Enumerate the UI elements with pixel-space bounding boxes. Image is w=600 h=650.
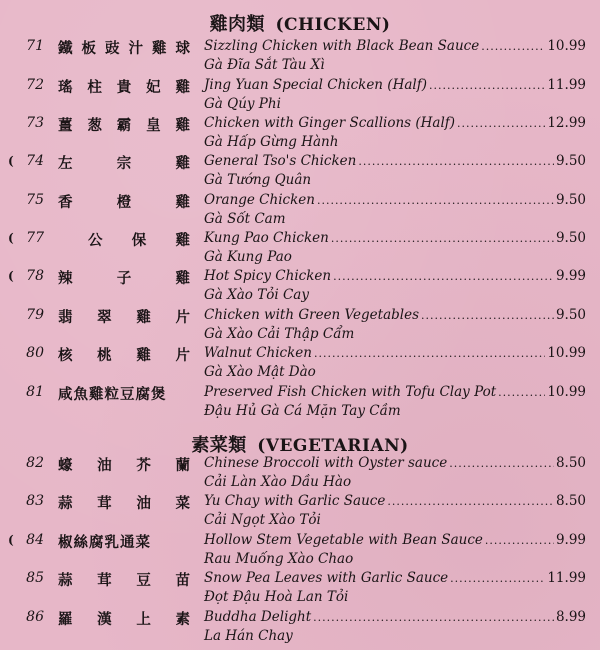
- menu-item: [0, 38, 600, 76]
- chinese-char: 雞: [175, 195, 190, 211]
- item-price: 10.99: [547, 345, 586, 361]
- menu-item: [0, 307, 600, 345]
- item-price: 9.50: [555, 307, 586, 323]
- menu-item: [0, 268, 600, 306]
- item-vietnamese-name: Rau Muống Xào Chao: [204, 551, 354, 567]
- section-title-zh: 素菜類: [191, 435, 247, 456]
- spicy-mark-icon: (: [8, 154, 14, 168]
- chinese-char: 雞: [175, 156, 190, 172]
- chinese-char: 椒絲腐乳通菜: [58, 535, 151, 551]
- chinese-char: 皇: [146, 118, 161, 134]
- item-chinese-name: [58, 37, 190, 58]
- item-number: 78: [26, 268, 44, 284]
- chinese-char: 雞: [136, 348, 151, 364]
- item-vietnamese-name: Gà Xào Mật Dào: [204, 364, 316, 380]
- menu-item: [0, 230, 600, 268]
- item-vietnamese-name: Đọt Đậu Hoà Lan Tỏi: [204, 589, 349, 605]
- item-english-name: Sizzling Chicken with Black Bean Sauce: [204, 38, 480, 54]
- section-title-zh: 雞肉類: [209, 14, 266, 35]
- chinese-char: 蒜: [58, 573, 73, 589]
- spicy-mark-icon: (: [8, 231, 14, 245]
- item-vietnamese-name: Cải Ngọt Xào Tỏi: [204, 512, 321, 528]
- item-english-line: [204, 153, 586, 169]
- item-english-line: [204, 493, 586, 509]
- item-english-name: General Tso's Chicken: [204, 153, 357, 169]
- item-vietnamese-name: Gà Sốt Cam: [204, 211, 286, 227]
- chinese-char: 辣: [58, 271, 73, 287]
- chinese-char: 霸: [116, 118, 132, 134]
- chinese-char: 苗: [175, 573, 190, 589]
- item-english-name: Buddha Delight: [204, 609, 312, 625]
- chinese-char: 雞: [152, 41, 167, 57]
- chinese-char: 漢: [97, 612, 112, 628]
- chinese-char: 左: [58, 156, 73, 172]
- chinese-char: 油: [136, 496, 151, 512]
- chinese-char: 汁: [128, 41, 143, 57]
- menu-item: [0, 532, 600, 570]
- item-chinese-name: [58, 608, 190, 629]
- section-title-en: (VEGETARIAN): [257, 436, 409, 456]
- chinese-char: 片: [175, 348, 190, 364]
- item-number: 82: [26, 455, 44, 471]
- item-vietnamese-name: Gà Tướng Quân: [204, 172, 312, 188]
- dot-leader: [429, 79, 545, 92]
- item-english-line: [204, 77, 586, 93]
- chinese-char: 雞: [175, 233, 190, 249]
- chinese-char: 鐵: [58, 41, 73, 57]
- item-price: 9.50: [555, 153, 586, 169]
- menu-item: [0, 77, 600, 115]
- chinese-char: 豉: [105, 41, 120, 57]
- item-english-name: Preserved Fish Chicken with Tofu Clay Pot: [204, 384, 497, 400]
- dot-leader: [314, 347, 545, 360]
- section-title-chicken: [0, 10, 600, 36]
- chinese-char: 橙: [116, 195, 132, 211]
- item-price: 11.99: [547, 570, 586, 586]
- dot-leader: [333, 270, 554, 283]
- item-vietnamese-name: Gà Đĩa Sắt Tàu Xì: [204, 57, 325, 73]
- item-chinese-name: [58, 531, 190, 552]
- item-chinese-name: [58, 569, 190, 590]
- chinese-char: 保: [131, 233, 147, 249]
- chinese-char: 片: [175, 310, 190, 326]
- item-number: 79: [26, 307, 44, 323]
- item-english-name: Chicken with Green Vegetables: [204, 307, 420, 323]
- item-english-line: [204, 455, 586, 471]
- item-english-line: [204, 384, 586, 400]
- menu-item: [0, 384, 600, 422]
- menu-item: [0, 345, 600, 383]
- item-vietnamese-name: Gà Qúy Phi: [204, 96, 281, 112]
- item-price: 8.99: [555, 609, 586, 625]
- item-english-line: [204, 609, 586, 625]
- dot-leader: [485, 534, 554, 547]
- item-number: 74: [26, 153, 44, 169]
- item-english-name: Walnut Chicken: [204, 345, 312, 361]
- chinese-char: 油: [97, 458, 112, 474]
- item-price: 9.99: [555, 532, 586, 548]
- menu-item: [0, 115, 600, 153]
- item-vietnamese-name: Đậu Hủ Gà Cá Mặn Tay Cầm: [204, 403, 401, 419]
- item-vietnamese-name: Gà Xào Tỏi Cay: [204, 287, 309, 303]
- item-price: 9.99: [555, 268, 586, 284]
- item-price: 10.99: [547, 38, 586, 54]
- spicy-mark-icon: (: [8, 533, 14, 547]
- chinese-char: 翡: [58, 310, 73, 326]
- menu-item: [0, 455, 600, 493]
- item-english-line: [204, 192, 586, 208]
- item-price: 9.50: [555, 192, 586, 208]
- item-vietnamese-name: Cải Làn Xào Dầu Hào: [204, 474, 352, 490]
- item-number: 71: [26, 38, 44, 54]
- dot-leader: [358, 155, 554, 168]
- item-chinese-name: [58, 152, 190, 173]
- item-number: 86: [26, 609, 44, 625]
- item-vietnamese-name: Gà Kung Pao: [204, 249, 292, 265]
- chinese-char: 柱: [87, 80, 102, 96]
- item-english-name: Jing Yuan Special Chicken (Half): [204, 77, 427, 93]
- item-price: 8.50: [555, 493, 586, 509]
- chinese-char: 蘭: [175, 458, 190, 474]
- item-vietnamese-name: La Hán Chay: [204, 628, 293, 644]
- item-number: 80: [26, 345, 44, 361]
- item-english-line: [204, 345, 586, 361]
- chinese-char: 豆: [136, 573, 151, 589]
- chinese-char: 宗: [116, 156, 132, 172]
- item-chinese-name: [58, 454, 190, 475]
- spicy-mark-icon: (: [8, 269, 14, 283]
- section-title-en: (CHICKEN): [275, 15, 391, 35]
- item-number: 85: [26, 570, 44, 586]
- item-vietnamese-name: Gà Xào Cải Thập Cẩm: [204, 326, 355, 342]
- dot-leader: [387, 495, 554, 508]
- item-number: 73: [26, 115, 44, 131]
- item-chinese-name: [88, 229, 190, 250]
- chinese-char: 妃: [146, 80, 161, 96]
- chinese-char: 雞: [136, 310, 151, 326]
- chinese-char: 翠: [97, 310, 112, 326]
- menu-item: [0, 153, 600, 191]
- item-english-name: Hot Spicy Chicken: [204, 268, 332, 284]
- menu-item: [0, 570, 600, 608]
- item-price: 11.99: [547, 77, 586, 93]
- item-english-name: Yu Chay with Garlic Sauce: [204, 493, 386, 509]
- item-english-line: [204, 115, 586, 131]
- chinese-char: 公: [88, 233, 103, 249]
- chinese-char: 羅: [58, 612, 73, 628]
- item-vietnamese-name: Gà Hấp Gừng Hành: [204, 134, 339, 150]
- item-chinese-name: [58, 76, 190, 97]
- item-number: 83: [26, 493, 44, 509]
- chinese-char: 雞: [175, 80, 190, 96]
- item-english-line: [204, 268, 586, 284]
- item-english-line: [204, 307, 586, 323]
- dot-leader: [317, 194, 554, 207]
- dot-leader: [449, 457, 554, 470]
- dot-leader: [313, 611, 554, 624]
- item-chinese-name: [58, 383, 190, 404]
- item-price: 9.50: [555, 230, 586, 246]
- chinese-char: 素: [175, 612, 190, 628]
- dot-leader: [457, 117, 545, 130]
- item-english-name: Chicken with Ginger Scallions (Half): [204, 115, 456, 131]
- chinese-char: 茸: [97, 496, 112, 512]
- item-chinese-name: [58, 114, 190, 135]
- chinese-char: 薑: [58, 118, 73, 134]
- item-english-name: Snow Pea Leaves with Garlic Sauce: [204, 570, 449, 586]
- item-price: 8.50: [555, 455, 586, 471]
- chinese-char: 貴: [116, 80, 132, 96]
- chinese-char: 子: [116, 271, 132, 287]
- item-chinese-name: [58, 492, 190, 513]
- item-chinese-name: [58, 191, 190, 212]
- item-number: 75: [26, 192, 44, 208]
- chinese-char: 球: [175, 41, 190, 57]
- chinese-char: 咸魚雞粒豆腐煲: [58, 387, 167, 403]
- chinese-char: 上: [136, 612, 151, 628]
- dot-leader: [481, 40, 545, 53]
- item-number: 72: [26, 77, 44, 93]
- menu-item: [0, 493, 600, 531]
- dot-leader: [421, 309, 554, 322]
- chinese-char: 板: [81, 41, 96, 57]
- chinese-char: 雞: [175, 118, 190, 134]
- menu-item: [0, 192, 600, 230]
- item-english-line: [204, 38, 586, 54]
- chinese-char: 桃: [97, 348, 112, 364]
- item-number: 81: [26, 384, 44, 400]
- item-english-name: Chinese Broccoli with Oyster sauce: [204, 455, 448, 471]
- chinese-char: 蠔: [58, 458, 73, 474]
- item-english-name: Hollow Stem Vegetable with Bean Sauce: [204, 532, 483, 548]
- chinese-char: 瑤: [58, 80, 73, 96]
- item-number: 84: [26, 532, 44, 548]
- item-chinese-name: [58, 267, 190, 288]
- item-price: 12.99: [547, 115, 586, 131]
- chinese-char: 菜: [175, 496, 190, 512]
- menu-item: [0, 609, 600, 647]
- dot-leader: [450, 572, 545, 585]
- dot-leader: [331, 232, 554, 245]
- chinese-char: 芥: [136, 458, 151, 474]
- chinese-char: 葱: [87, 118, 102, 134]
- item-english-line: [204, 570, 586, 586]
- item-number: 77: [26, 230, 44, 246]
- item-english-name: Kung Pao Chicken: [204, 230, 329, 246]
- chinese-char: 雞: [175, 271, 190, 287]
- item-english-line: [204, 230, 586, 246]
- chinese-char: 蒜: [58, 496, 73, 512]
- item-price: 10.99: [547, 384, 586, 400]
- chinese-char: 茸: [97, 573, 112, 589]
- chinese-char: 香: [58, 195, 73, 211]
- item-chinese-name: [58, 306, 190, 327]
- dot-leader: [498, 386, 545, 399]
- item-english-line: [204, 532, 586, 548]
- item-chinese-name: [58, 344, 190, 365]
- chinese-char: 核: [58, 348, 73, 364]
- item-english-name: Orange Chicken: [204, 192, 315, 208]
